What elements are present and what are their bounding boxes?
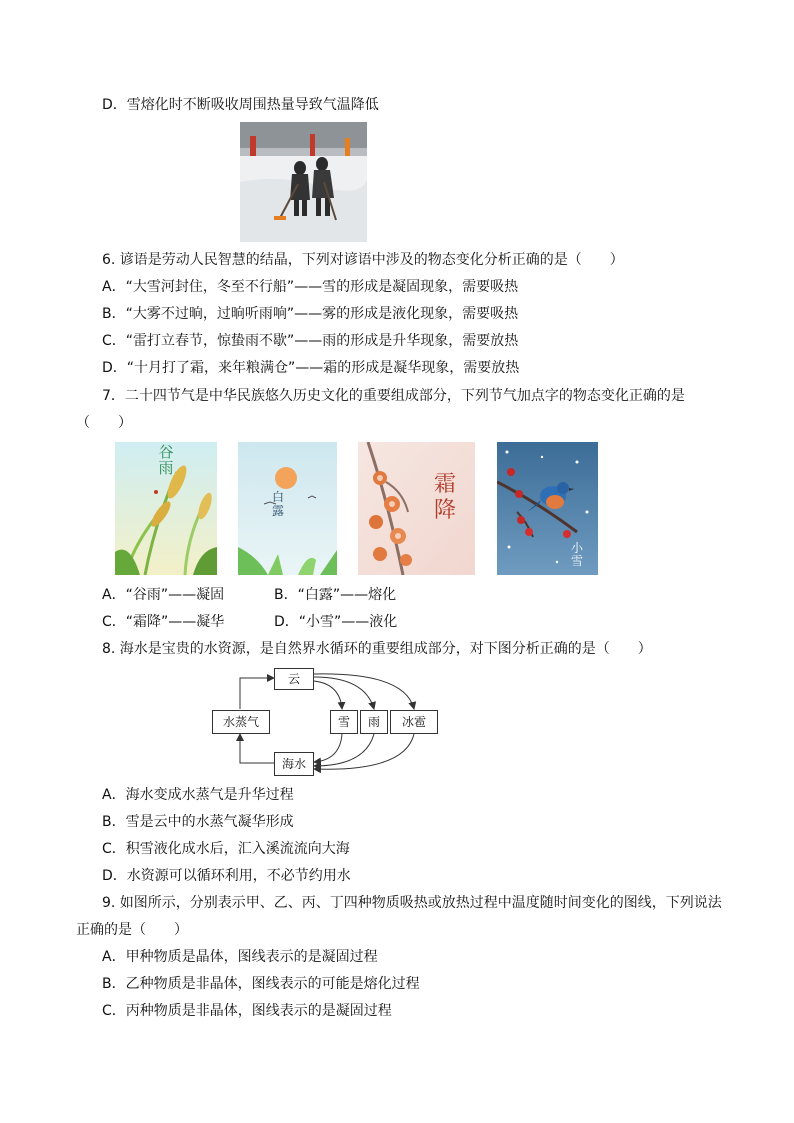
q7-stem-line2: （ ）	[76, 415, 132, 431]
q8-option-d: D．水资源可以循环利用，不必节约用水	[102, 868, 351, 884]
q8-stem: 8. 海水是宝贵的水资源，是自然界水循环的重要组成部分，对下图分析正确的是（ ）	[102, 641, 652, 657]
q9-stem-line2: 正确的是（ ）	[76, 922, 188, 938]
poster-shuangjiang	[358, 442, 475, 575]
water-cycle-diagram	[200, 662, 460, 782]
diagram-node-vapor: 水蒸气	[212, 710, 270, 734]
poster-xiaoxue-title: 小雪	[571, 541, 584, 568]
poster-shuangjiang-title: 霜降	[434, 472, 457, 523]
q6-option-a: A．“大雪河封住，冬至不行船”——雪的形成是凝固现象，需要吸热	[102, 279, 519, 295]
q7-stem-line1: 7．二十四节气是中华民族悠久历史文化的重要组成部分，下列节气加点字的物态变化正确的是	[102, 388, 685, 404]
diagram-node-sea: 海水	[274, 752, 314, 776]
q5-option-d: D．雪熔化时不断吸收周围热量导致气温降低	[102, 97, 379, 113]
q6-stem: 6. 谚语是劳动人民智慧的结晶，下列对谚语中涉及的物态变化分析正确的是（ ）	[102, 252, 624, 268]
diagram-node-snow: 雪	[330, 710, 358, 734]
snow-shovel-photo	[240, 122, 367, 242]
q9-option-a: A．甲种物质是晶体，图线表示的是凝固过程	[102, 949, 378, 965]
q6-option-c: C．“雷打立春节，惊蛰雨不歇”——雨的形成是升华现象，需要放热	[102, 333, 519, 349]
q7-option-a: A．“谷雨”——凝固	[102, 587, 225, 603]
poster-xiaoxue	[497, 442, 598, 575]
q9-option-b: B．乙种物质是非晶体，图线表示的可能是熔化过程	[102, 976, 420, 992]
diagram-node-rain: 雨	[360, 710, 388, 734]
q7-option-c: C．“霜降”——凝华	[102, 614, 225, 630]
q7-option-d: D．“小雪”——液化	[274, 614, 398, 630]
poster-guyu-title: 谷雨	[158, 443, 174, 477]
q8-option-c: C．积雪液化成水后，汇入溪流流向大海	[102, 841, 350, 857]
q7-option-b: B．“白露”——熔化	[274, 587, 397, 603]
diagram-node-cloud: 云	[274, 668, 314, 690]
poster-guyu	[115, 442, 217, 575]
q6-option-b: B．“大雾不过晌，过晌听雨响”——雾的形成是液化现象，需要吸热	[102, 306, 519, 322]
poster-bailu-title: 白露	[272, 490, 285, 518]
q8-option-b: B．雪是云中的水蒸气凝华形成	[102, 814, 294, 830]
q8-option-a: A．海水变成水蒸气是升华过程	[102, 787, 294, 803]
poster-bailu	[238, 442, 337, 575]
q6-option-d: D．“十月打了霜，来年粮满仓”——霜的形成是凝华现象，需要放热	[102, 360, 520, 376]
q9-option-c: C．丙种物质是非晶体，图线表示的是凝固过程	[102, 1003, 392, 1019]
q9-stem-line1: 9. 如图所示，分别表示甲、乙、丙、丁四种物质吸热或放热过程中温度随时间变化的图线，下列说法	[102, 895, 722, 911]
diagram-node-hail: 冰雹	[390, 710, 438, 734]
